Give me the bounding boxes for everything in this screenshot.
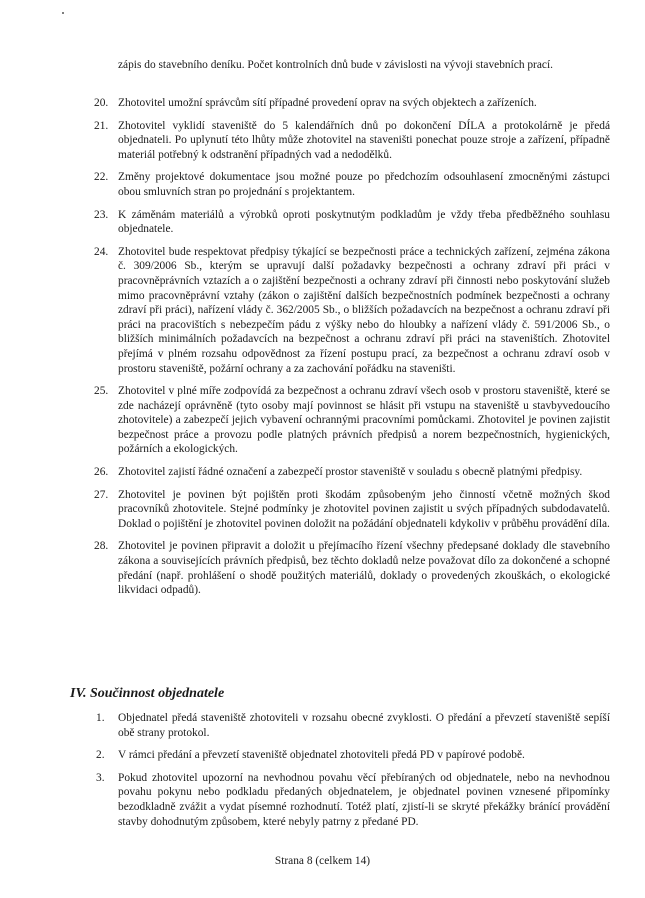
- scan-speck: [62, 12, 64, 14]
- clause-number: 25.: [94, 385, 109, 398]
- clause-text: Zhotovitel vyklidí staveniště do 5 kalendářních dnů po dokončení DÍLA a protokolárně je předá objednateli. Po uplynutí této lhůty může zhotovitel na staveništi ponechat pouze stroje a zařízení, případně materiál potřebný k odstranění případných vad a nedodělků.: [118, 119, 610, 161]
- section-clause-list: [96, 711, 610, 829]
- clause-number: 22.: [94, 171, 109, 184]
- clause-item: [94, 170, 610, 199]
- clause-item: [94, 245, 610, 376]
- clause-item: [94, 119, 610, 163]
- clause-text: Zhotovitel je povinen připravit a doložit u přejímacího řízení všechny předepsané doklady dle stavebního zákona a souvisejících právních předpisů, bez těchto dokladů nelze považovat dílo za dokončené a schopné předání (např. prohlášení o shodě použitých materiálů, doklady o provedených zkouškách, o ekologické likvidaci odpadů).: [118, 540, 610, 597]
- clause-number: 23.: [94, 208, 109, 221]
- clause-number: 3.: [96, 771, 105, 784]
- clause-text: Změny projektové dokumentace jsou možné pouze po předchozím odsouhlasení zmocněnými zástupci obou smluvních stran po projednání s projektantem.: [118, 171, 610, 198]
- section-clause-item: [96, 711, 610, 740]
- clause-number: 21.: [94, 119, 109, 132]
- clause-number: 2.: [96, 749, 105, 762]
- clause-text: Pokud zhotovitel upozorní na nevhodnou povahu věcí přebíraných od objednatele, nebo na nevhodnou povahu pokynu nebo podkladu předaných objednatelem, je objednatel povinen vznesené připomínky bezodkladně zvážit a vydat písemné rozhodnutí. Totéž platí, zjistí-li se skryté překážky bránící provádění stavby dohodnutým způsobem, které nebyly patrny z předané PD.: [118, 771, 610, 828]
- clause-text: K záměnám materiálů a výrobků oproti poskytnutým podkladům je vždy třeba předběžného souhlasu objednatele.: [118, 208, 610, 236]
- clause-text: Zhotovitel bude respektovat předpisy týkající se bezpečnosti práce a technických zařízení, zejména zákona č. 309/2006 Sb., kterým se upravují další požadavky bezpečnosti a ochrany zdraví při práci v pracovněprávních vztazích a o zajištění bezpečnosti a ochrany zdraví při činnosti nebo poskytování služeb mimo pracovněprávní vztahy (zákon o zajištění dalších bezpečnostních podmínek bezpečnosti a ochrany zdraví při práci), nařízení vlády č. 362/2005 Sb., o bližších požadavcích na bezpečnost a ochranu zdraví při práci na pracovištích s nebezpečím pádu z výšky nebo do hloubky a nařízení vlády č. 591/2006 Sb., o bližších minimálních požadavcích na bezpečnost a ochranu zdraví při práci na staveništích. Zhotovitel přejímá v plném rozsahu odpovědnost za řízení postupu prací, za bezpečnost a ochranu zdraví osob v prostoru staveniště, požární ochrany a za zachování pořádku na staveništi.: [118, 245, 610, 375]
- clause-text: Objednatel předá staveniště zhotoviteli v rozsahu obecné zvyklosti. O předání a převzetí staveniště sepíší obě strany protokol.: [118, 712, 610, 739]
- clause-item: [94, 384, 610, 457]
- clause-number: 20.: [94, 97, 109, 109]
- clause-list: [94, 96, 610, 598]
- clause-item: [94, 208, 610, 237]
- clause-item: [94, 488, 610, 532]
- clause-text: Zhotovitel v plné míře zodpovídá za bezpečnost a ochranu zdraví všech osob v prostoru staveniště, které se zde nacházejí oprávněně (tyto osoby mají povinnost se hlásit při vstupu na staveniště u stavbyvedoucího zhotovitele) a zabezpečí jejich vybavení ochrannými pracovními pomůckami. Zhotovitel je povinen zajistit bezpečnost práce a provozu podle platných právních předpisů a norem bezpečnostních, hygienických, požárních a ekologických.: [118, 385, 610, 456]
- clause-number: 28.: [94, 540, 109, 553]
- clause-number: 26.: [94, 466, 109, 479]
- clause-text: V rámci předání a převzetí staveniště objednatel zhotoviteli předá PD v papírové podobě.: [118, 749, 525, 762]
- clause-text: Zhotovitel zajistí řádné označení a zabezpečí prostor staveniště v souladu s obecně platnými předpisy.: [118, 466, 583, 479]
- page-footer: Strana 8 (celkem 14): [274, 855, 371, 867]
- section-heading: IV. Součinnost objednatele: [70, 686, 225, 701]
- clause-number: 1.: [96, 712, 105, 724]
- clause-item: [94, 539, 610, 597]
- clause-text: Zhotovitel je povinen být pojištěn proti škodám způsobeným jeho činností včetně možných škod pracovníků zhotovitele. Stejné podmínky je zhotovitel povinen zajistit u svých případných subdodavatelů. Doklad o pojištění je zhotovitel povinen doložit na požádání objednateli kdykoliv v průběhu provádění díla.: [118, 488, 610, 530]
- section-clause-item: [96, 748, 610, 763]
- continuation-paragraph: zápis do stavebního deníku. Počet kontrolních dnů bude v závislosti na vývoji stavebních prací.: [118, 59, 553, 71]
- clause-item: [94, 96, 610, 111]
- clause-item: [94, 465, 610, 480]
- clause-number: 27.: [94, 488, 109, 501]
- clause-number: 24.: [94, 245, 109, 258]
- section-clause-item: [96, 771, 610, 829]
- clause-text: Zhotovitel umožní správcům sítí případné provedení oprav na svých objektech a zařízeních.: [118, 97, 537, 109]
